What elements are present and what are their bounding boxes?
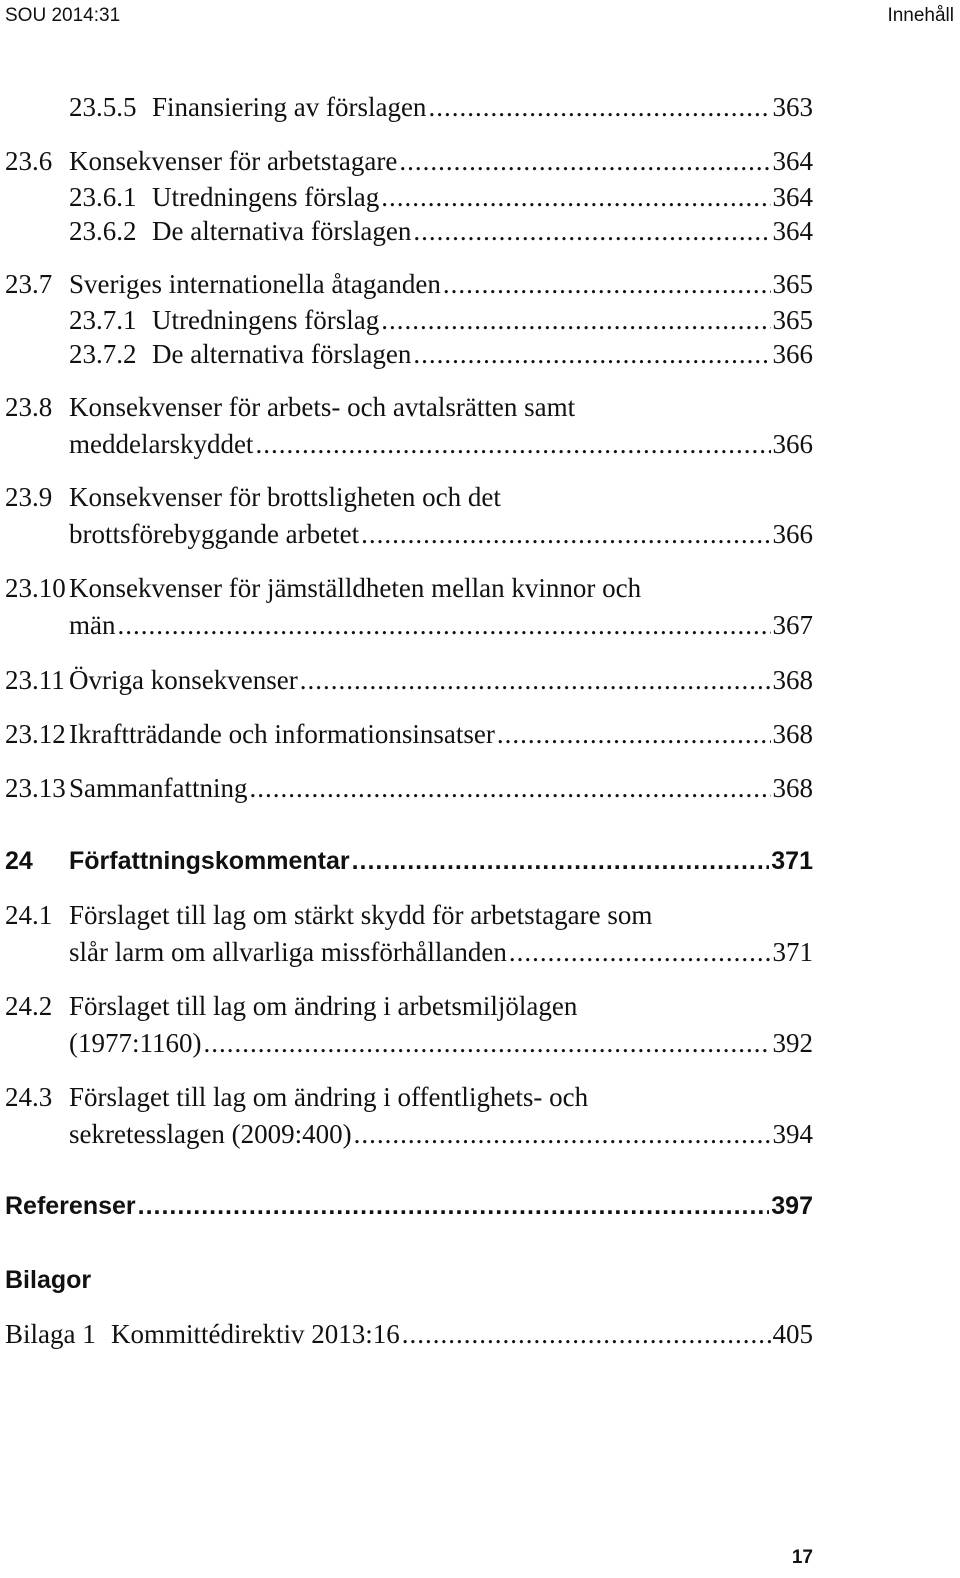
toc-entry-number: 23.7.1: [69, 305, 137, 335]
dot-leader: [381, 179, 770, 216]
toc-entry-title: Utredningens förslag: [152, 182, 380, 212]
toc-entry-number: 23.8: [5, 392, 53, 422]
toc-entry-page: 368: [772, 665, 813, 695]
toc-entry-page: 368: [772, 719, 813, 749]
toc-entry[interactable]: [5, 988, 813, 1062]
toc-entry-page: 392: [772, 1028, 813, 1058]
dot-leader: [428, 89, 770, 126]
toc-entry-page: 371: [771, 847, 813, 875]
toc-entry-title: Bilagor: [5, 1266, 92, 1294]
dot-leader: [509, 934, 771, 971]
dot-leader: [413, 213, 770, 250]
toc-entry[interactable]: [69, 302, 813, 339]
toc-entry[interactable]: [5, 897, 813, 971]
toc-entry-number: 23.13: [5, 773, 66, 803]
toc-entry-title: Kommittédirektiv 2013:16: [111, 1319, 400, 1349]
toc-entry-number: 23.9: [5, 482, 53, 512]
toc-entry-page: 405: [772, 1319, 813, 1349]
toc-entry-page: 368: [772, 773, 813, 803]
toc-entry[interactable]: [5, 1316, 813, 1353]
toc-entry-title: (1977:1160): [69, 1028, 202, 1058]
dot-leader: [443, 266, 771, 303]
toc-entry-title: Författningskommentar: [69, 847, 350, 875]
toc-entry-title: Konsekvenser för arbets- och avtalsrätten samt: [69, 392, 576, 422]
toc-entry-page: 365: [772, 305, 813, 335]
dot-leader: [381, 302, 770, 339]
toc-entry-title: De alternativa förslagen: [152, 216, 412, 246]
toc-entry-page: 394: [772, 1119, 813, 1149]
dot-leader: [255, 426, 770, 463]
toc-entry-page: 366: [772, 339, 813, 369]
toc-entry[interactable]: [69, 179, 813, 216]
toc-entry-title: meddelarskyddet: [69, 429, 254, 459]
toc-entry-number: 23.6.2: [69, 216, 137, 246]
toc-entry-number: 23.6.1: [69, 182, 137, 212]
toc-entry-title: Finansiering av förslagen: [152, 92, 427, 122]
toc-entry-number: 23.7: [5, 269, 53, 299]
toc-entry-title: Förslaget till lag om stärkt skydd för arbetstagare som: [69, 900, 653, 930]
dot-leader: [497, 716, 771, 753]
toc-entry-title: De alternativa förslagen: [152, 339, 412, 369]
toc-entry-title: brottsförebyggande arbetet: [69, 519, 360, 549]
dot-leader: [399, 143, 770, 180]
toc-entry[interactable]: [69, 89, 813, 126]
dot-leader: [354, 1116, 771, 1153]
toc-entry-page: 366: [772, 429, 813, 459]
toc-entry-number: Bilaga 1: [5, 1319, 96, 1349]
toc-entry-title: Sammanfattning: [69, 773, 248, 803]
toc-entry-page: 363: [772, 92, 813, 122]
dot-leader: [118, 607, 771, 644]
toc-entry-number: 23.11: [5, 665, 65, 695]
running-header-left: SOU 2014:31: [5, 5, 121, 26]
toc-entry[interactable]: [5, 1262, 813, 1299]
toc-entry-page: 364: [772, 216, 813, 246]
toc-entry-title: Utredningens förslag: [152, 305, 380, 335]
toc-entry-page: 397: [771, 1192, 813, 1220]
toc-entry-title: Sveriges internationella åtaganden: [69, 269, 441, 299]
toc-entry-number: 24.1: [5, 900, 53, 930]
toc-entry[interactable]: [5, 662, 813, 699]
toc-entry-page: 371: [772, 937, 813, 967]
toc-entry-number: 24.2: [5, 991, 53, 1021]
toc-entry[interactable]: [5, 843, 813, 880]
toc-entry-title: sekretesslagen (2009:400): [69, 1119, 352, 1149]
toc-entry-number: 24: [5, 847, 33, 875]
running-header-right: Innehåll: [887, 5, 954, 26]
dot-leader: [300, 662, 771, 699]
toc-entry-number: 23.5.5: [69, 92, 137, 122]
toc-entry-page: 367: [772, 610, 813, 640]
dot-leader: [138, 1188, 770, 1225]
dot-leader: [402, 1316, 771, 1353]
toc-entry-number: 24.3: [5, 1082, 53, 1112]
toc-entry-number: 23.12: [5, 719, 66, 749]
toc-entry[interactable]: [5, 716, 813, 753]
toc-entry[interactable]: [69, 336, 813, 373]
toc-entry-number: 23.7.2: [69, 339, 137, 369]
toc-entry[interactable]: [5, 143, 813, 180]
page-number: 17: [791, 1547, 813, 1568]
dot-leader: [361, 516, 770, 553]
dot-leader: [352, 843, 770, 880]
toc-entry-number: 23.10: [5, 573, 66, 603]
toc-entry[interactable]: [69, 213, 813, 250]
toc-entry-title: slår larm om allvarliga missförhållanden: [69, 937, 507, 967]
toc-entry-title: Ikraftträdande och informationsinsatser: [69, 719, 495, 749]
toc-entry-title: Övriga konsekvenser: [69, 665, 298, 695]
toc-entry[interactable]: [5, 1079, 813, 1153]
toc-entry[interactable]: [5, 479, 813, 553]
toc-entry-title: Referenser: [5, 1192, 136, 1220]
dot-leader: [413, 336, 770, 373]
dot-leader: [203, 1025, 770, 1062]
dot-leader: [249, 770, 770, 807]
toc-entry[interactable]: [5, 266, 813, 303]
toc-entry-page: 366: [772, 519, 813, 549]
toc-entry-title: Förslaget till lag om ändring i offentlighets- och: [69, 1082, 589, 1112]
toc-entry-title: Förslaget till lag om ändring i arbetsmiljölagen: [69, 991, 578, 1021]
toc-entry-title: män: [69, 610, 116, 640]
toc-entry-page: 365: [772, 269, 813, 299]
toc-entry-title: Konsekvenser för brottsligheten och det: [69, 482, 501, 512]
toc-entry-title: Konsekvenser för jämställdheten mellan kvinnor och: [69, 573, 642, 603]
toc-entry-title: Konsekvenser för arbetstagare: [69, 146, 398, 176]
toc-entry-page: 364: [772, 182, 813, 212]
toc-entry[interactable]: [5, 1188, 813, 1225]
toc-entry[interactable]: [5, 570, 813, 644]
toc-entry[interactable]: [5, 389, 813, 463]
toc-entry[interactable]: [5, 770, 813, 807]
toc-entry-page: 364: [772, 146, 813, 176]
toc-entry-number: 23.6: [5, 146, 53, 176]
